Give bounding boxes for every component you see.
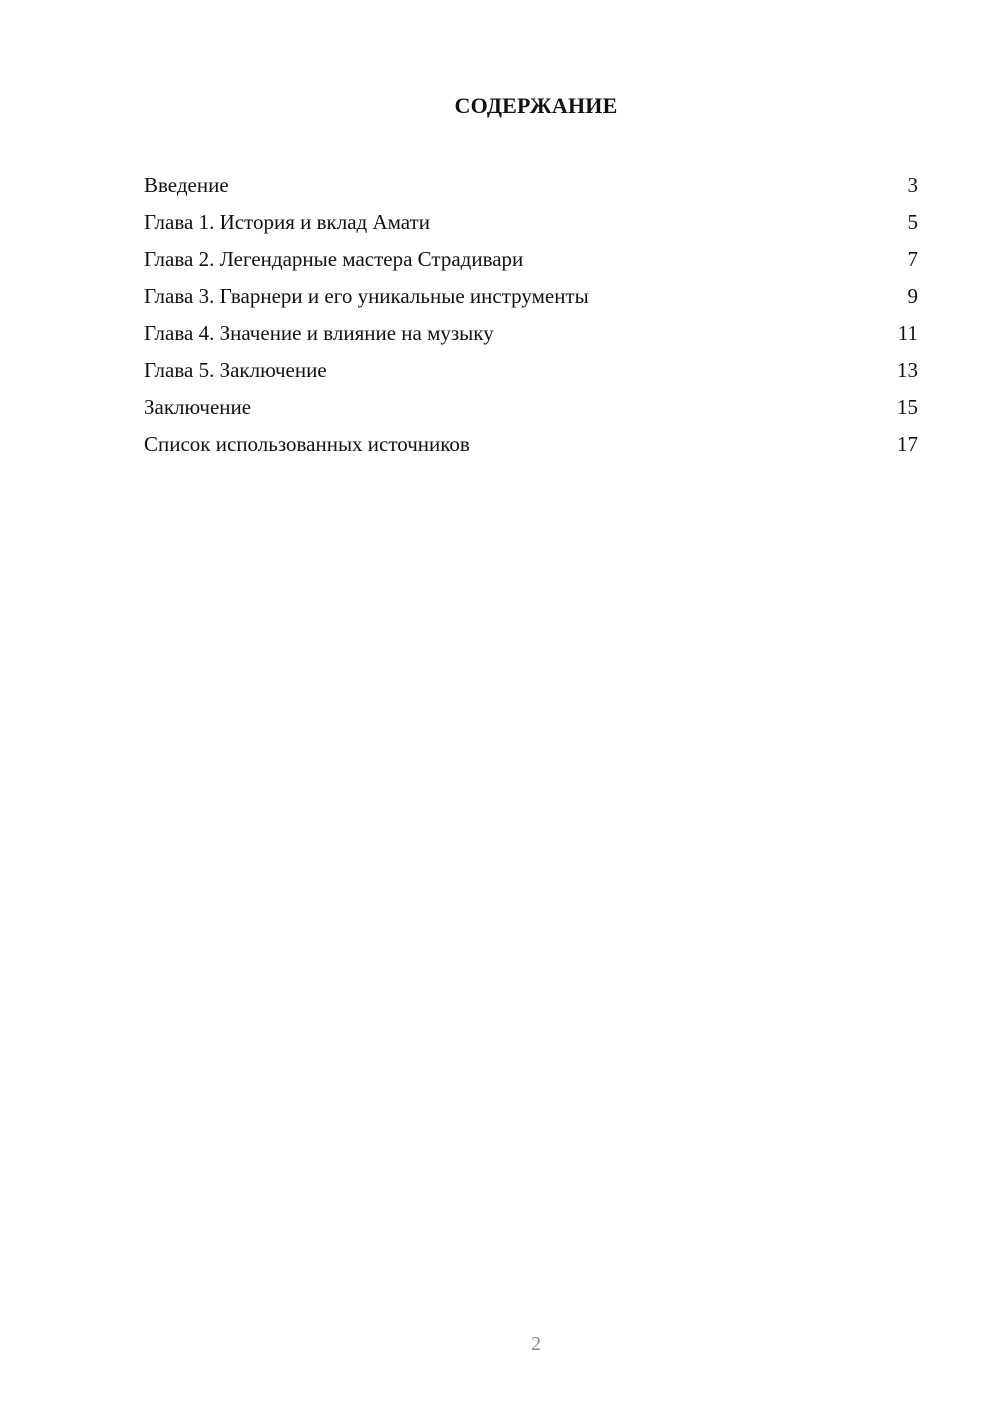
toc-entry-label: Глава 2. Легендарные мастера Страдивари xyxy=(144,247,524,271)
toc-entry-introduction[interactable] xyxy=(144,170,918,207)
toc-entry-page: 15 xyxy=(897,395,918,419)
toc-entry-references[interactable] xyxy=(144,429,918,466)
toc-entry-chapter-2[interactable] xyxy=(144,244,918,281)
toc-entry-label: Заключение xyxy=(144,395,252,419)
toc-entry-chapter-4[interactable] xyxy=(144,318,918,355)
toc-entry-page: 11 xyxy=(897,321,918,345)
toc-entry-label: Глава 1. История и вклад Амати xyxy=(144,210,430,234)
toc-entry-chapter-1[interactable] xyxy=(144,207,918,244)
toc-entry-chapter-5[interactable] xyxy=(144,355,918,392)
toc-entry-page: 13 xyxy=(897,358,918,382)
toc-entry-page: 7 xyxy=(907,247,918,271)
toc-entry-chapter-3[interactable] xyxy=(144,281,918,318)
toc-entry-page: 9 xyxy=(907,284,918,308)
toc-entry-page: 3 xyxy=(907,173,918,197)
toc-entry-label: Глава 4. Значение и влияние на музыку xyxy=(144,321,494,345)
toc-entry-label: Введение xyxy=(144,173,229,197)
page-number: 2 xyxy=(531,1333,541,1355)
toc-list xyxy=(144,170,918,466)
toc-entry-label: Список использованных источников xyxy=(144,432,470,456)
toc-entry-page: 5 xyxy=(907,210,918,234)
toc-title: СОДЕРЖАНИЕ xyxy=(454,93,618,118)
toc-entry-page: 17 xyxy=(897,432,918,456)
toc-entry-label: Глава 3. Гварнери и его уникальные инструменты xyxy=(144,284,589,308)
toc-entry-conclusion[interactable] xyxy=(144,392,918,429)
toc-entry-label: Глава 5. Заключение xyxy=(144,358,327,382)
